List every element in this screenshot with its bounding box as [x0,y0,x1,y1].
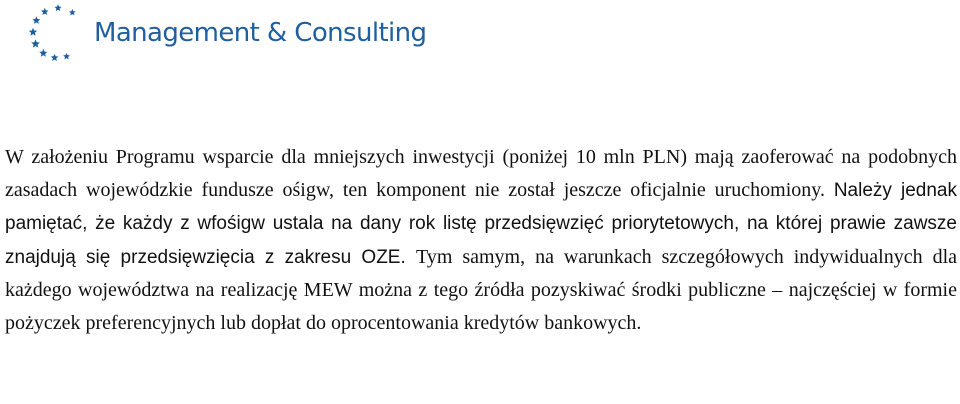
paragraph-segment-2: Należy jednak pamiętać, że każdy z wfośigw ustala na dany rok listę przedsięwzięć priorytetowych, na której prawie zawsze znajdują się przedsięwzięcia z zakresu OZE. [5,179,957,268]
body-paragraph [5,141,957,340]
star-circle-icon [22,2,88,64]
logo-star [29,28,37,36]
logo-star [31,39,40,47]
logo-star [51,54,59,61]
logo [22,2,426,64]
logo-star [54,4,61,11]
logo-star [41,8,49,15]
logo-star [69,9,76,16]
logo-text: Management & Consulting [94,18,427,48]
paragraph-segment-1: W założeniu Programu wsparcie dla mniejszych inwestycji (poniżej 10 mln PLN) mają zaoferować na podobnych zasadach wojewódzkie fundusze ośigw, ten komponent nie został jeszcze oficjalnie uruchomiony. [5,146,957,201]
logo-star [63,53,70,60]
logo-star [39,49,47,57]
logo-star [32,16,40,24]
paragraph-segment-3: Tym samym, na warunkach szczegółowych indywidualnych dla każdego województwa na realizację MEW można z tego źródła pozyskiwać środki publiczne – najczęściej w formie pożyczek preferencyjnych lub dopłat do oprocentowania kredytów bankowych. [5,245,958,334]
